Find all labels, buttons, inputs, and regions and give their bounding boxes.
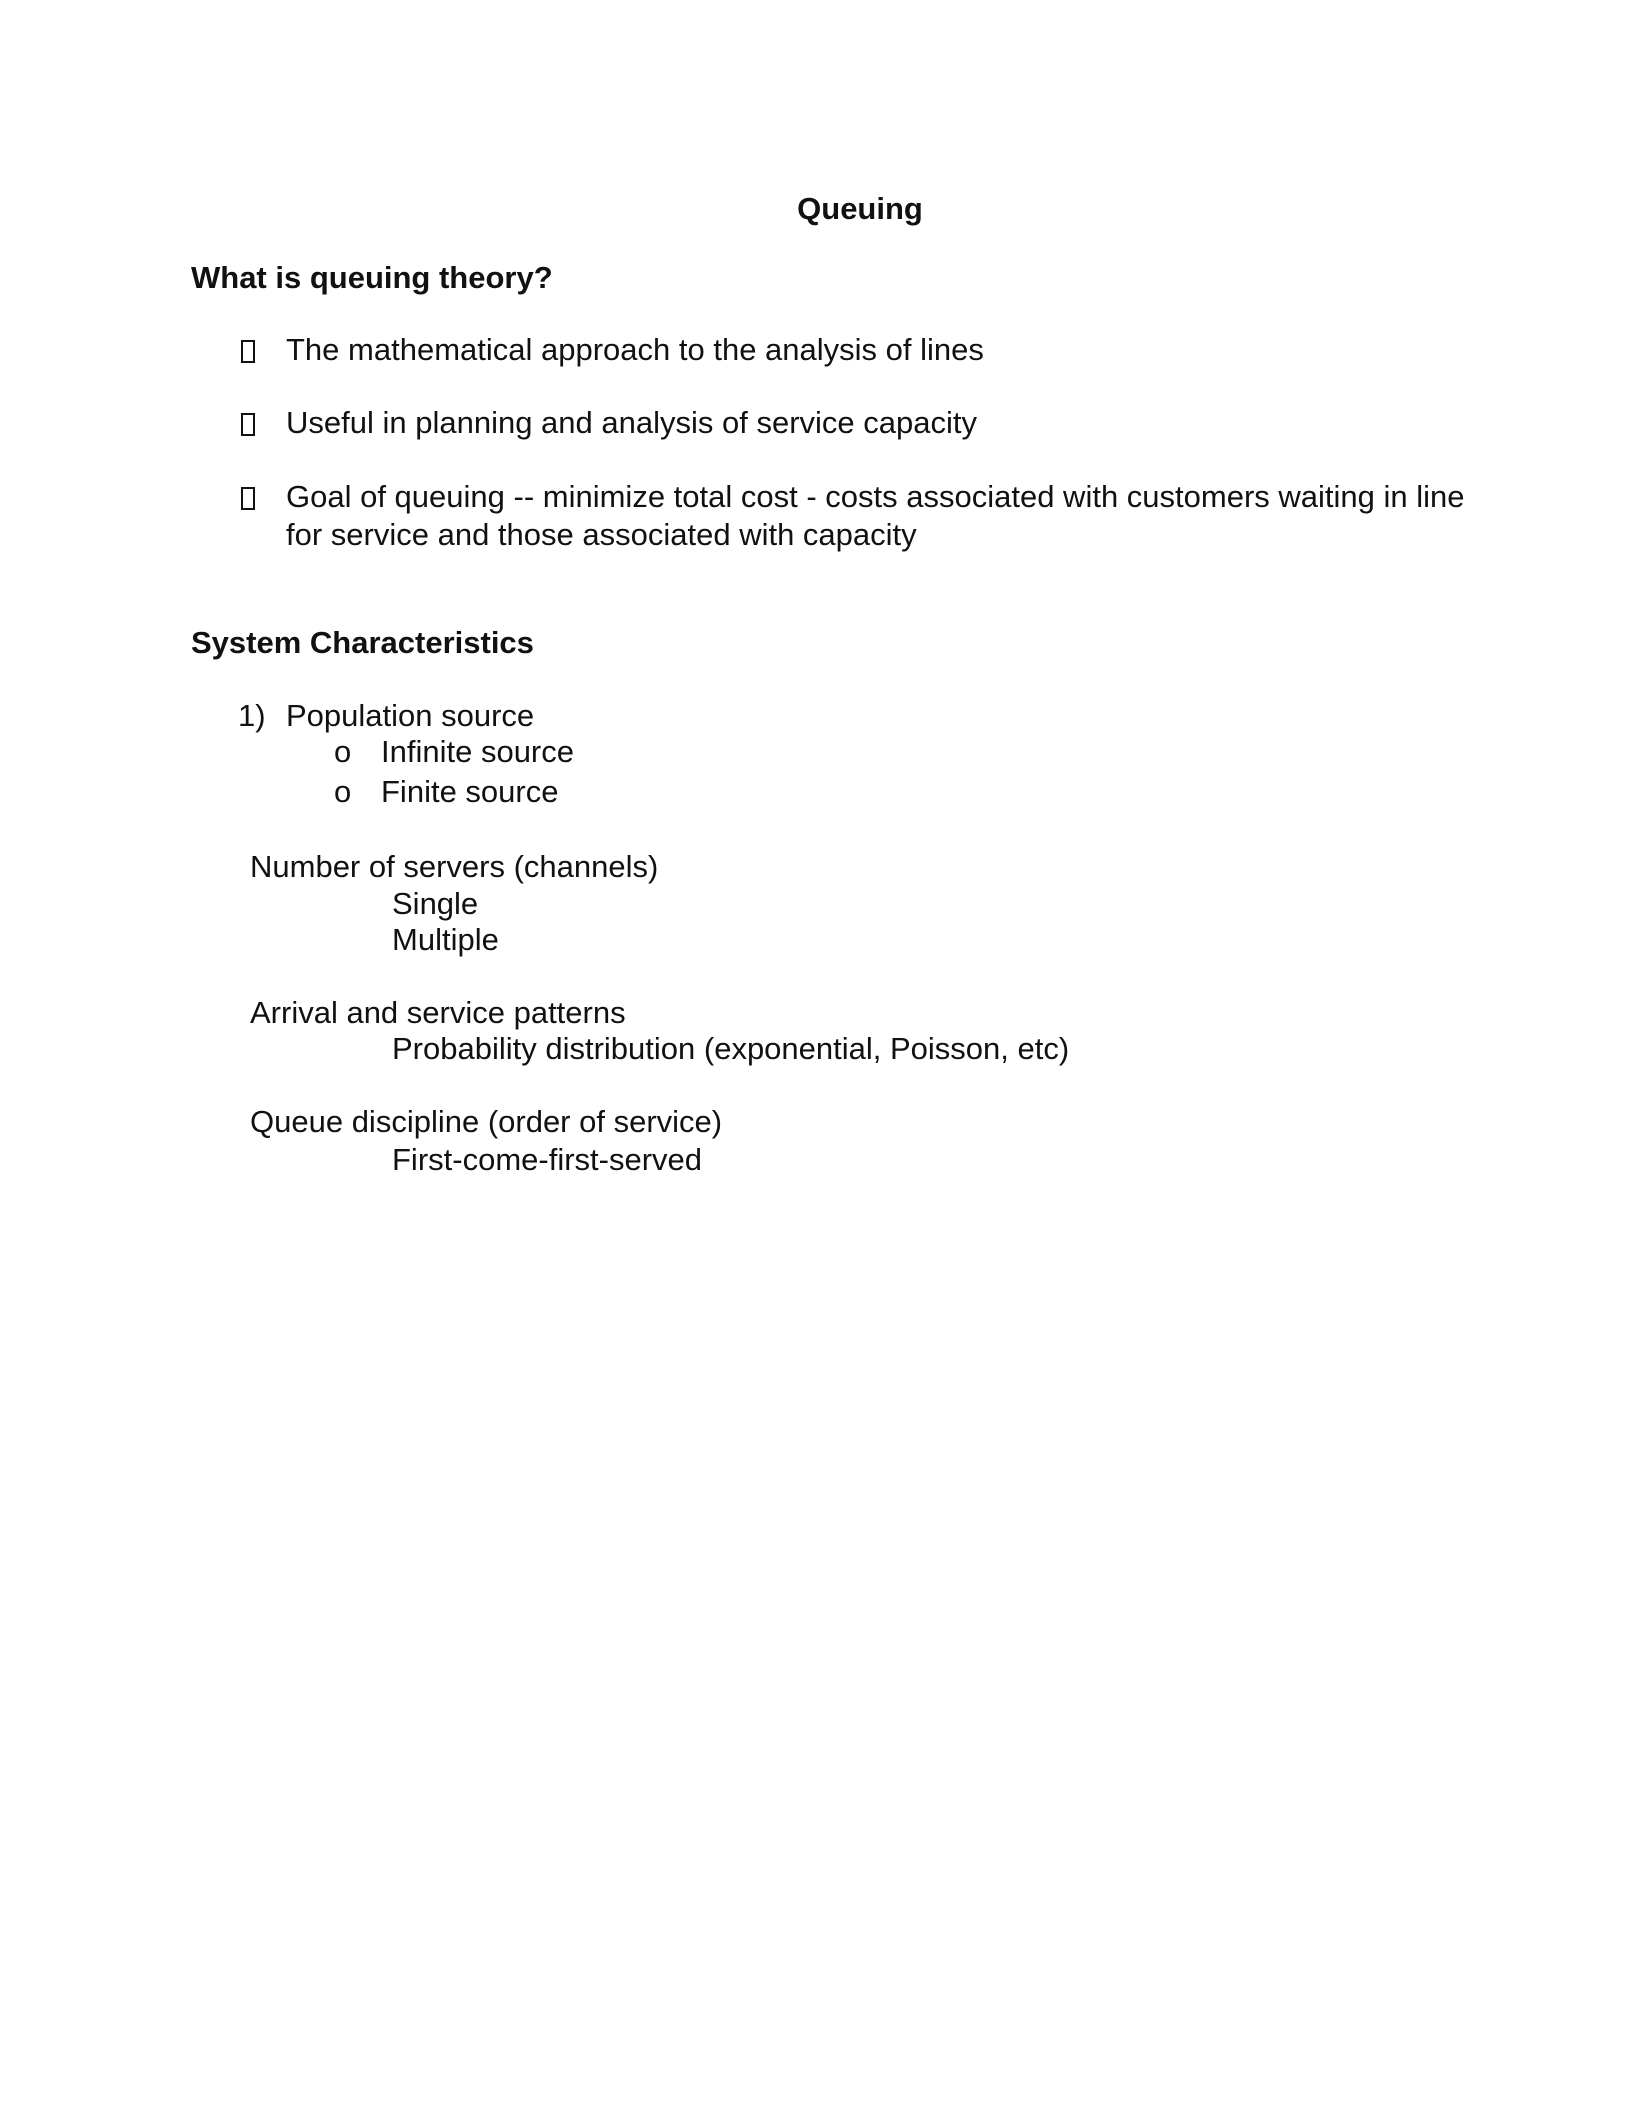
list-number: 1)	[238, 698, 266, 733]
servers-option: Multiple	[392, 922, 499, 957]
page-title: Queuing	[797, 191, 923, 226]
discipline-detail: First-come-first-served	[392, 1142, 703, 1177]
bullet-text: The mathematical approach to the analysis of lines	[286, 332, 984, 367]
section-heading-queuing-theory: What is queuing theory?	[191, 260, 553, 295]
patterns-detail: Probability distribution (exponential, Poisson, etc)	[392, 1031, 1070, 1066]
discipline-label: Queue discipline (order of service)	[250, 1104, 723, 1139]
population-source-label: Population source	[286, 698, 535, 733]
section-heading-system-characteristics: System Characteristics	[191, 625, 534, 660]
bullet-text: Useful in planning and analysis of service capacity	[286, 405, 977, 440]
sub-bullet-marker: o	[334, 774, 352, 809]
patterns-label: Arrival and service patterns	[250, 995, 626, 1030]
servers-option: Single	[392, 886, 479, 921]
servers-label: Number of servers (channels)	[250, 849, 659, 884]
sub-bullet-marker: o	[334, 734, 352, 769]
bullet-text-continuation: for service and those associated with capacity	[286, 517, 917, 552]
bullet-icon	[241, 413, 255, 436]
sub-bullet-text: Finite source	[381, 774, 559, 809]
bullet-icon	[241, 487, 255, 510]
sub-bullet-text: Infinite source	[381, 734, 574, 769]
bullet-icon	[241, 340, 255, 363]
bullet-text: Goal of queuing -- minimize total cost - costs associated with customers waiting in line	[286, 479, 1465, 514]
